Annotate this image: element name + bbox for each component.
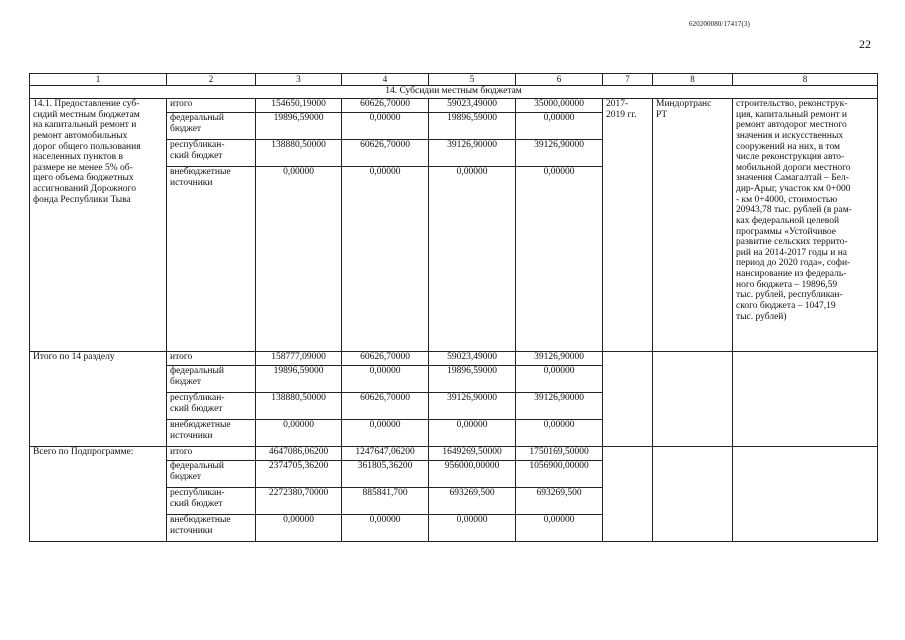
amount-2017: 0,00000 bbox=[342, 366, 429, 393]
amount-2017: 361805,36200 bbox=[342, 461, 429, 488]
empty-cell bbox=[603, 447, 653, 542]
amount-2019: 0,00000 bbox=[516, 366, 603, 393]
amount-2017: 0,00000 bbox=[342, 515, 429, 542]
amount-total: 4647086,06200 bbox=[256, 447, 342, 461]
amount-2017: 0,00000 bbox=[342, 167, 429, 352]
amount-2018: 0,00000 bbox=[429, 515, 516, 542]
column-number: 8 bbox=[733, 74, 878, 86]
funding-source: республикан- ский бюджет bbox=[167, 393, 256, 420]
funding-source: республикан- ский бюджет bbox=[167, 488, 256, 515]
empty-cell bbox=[603, 352, 653, 447]
empty-cell bbox=[733, 447, 878, 542]
amount-2019: 0,00000 bbox=[516, 113, 603, 140]
amount-2017: 60626,70000 bbox=[342, 140, 429, 167]
amount-2019: 39126,90000 bbox=[516, 352, 603, 366]
measure-name: 14.1. Предоставление суб- сидий местным бюджетам на капитальный ремонт и ремонт автомобильных дорог общего пользования населенных пунктов в размере не менее 5% об- щего объема бюджетных ассигнований Дорожного фонда Республики Тыва bbox=[30, 99, 167, 352]
executor: Миндортранс РТ bbox=[653, 99, 733, 352]
budget-table bbox=[29, 73, 878, 542]
amount-2019: 0,00000 bbox=[516, 167, 603, 352]
amount-2019: 39126,90000 bbox=[516, 140, 603, 167]
amount-total: 0,00000 bbox=[256, 420, 342, 447]
implementation-period: 2017- 2019 гг. bbox=[603, 99, 653, 352]
empty-cell bbox=[653, 352, 733, 447]
table-row bbox=[30, 99, 878, 113]
amount-total: 138880,50000 bbox=[256, 393, 342, 420]
column-number: 1 bbox=[30, 74, 167, 86]
amount-2017: 0,00000 bbox=[342, 113, 429, 140]
empty-cell bbox=[653, 447, 733, 542]
funding-source: федеральный бюджет bbox=[167, 113, 256, 140]
document-code: 620200080/17417(3) bbox=[689, 20, 750, 28]
amount-2019: 1750169,50000 bbox=[516, 447, 603, 461]
column-number: 2 bbox=[167, 74, 256, 86]
amount-2018: 693269,500 bbox=[429, 488, 516, 515]
amount-2019: 693269,500 bbox=[516, 488, 603, 515]
amount-2018: 39126,90000 bbox=[429, 393, 516, 420]
amount-2018: 19896,59000 bbox=[429, 113, 516, 140]
section-total-label: Итого по 14 разделу bbox=[30, 352, 167, 447]
funding-source: республикан- ский бюджет bbox=[167, 140, 256, 167]
funding-source: внебюджетные источники bbox=[167, 515, 256, 542]
amount-2019: 39126,90000 bbox=[516, 393, 603, 420]
empty-cell bbox=[733, 352, 878, 447]
column-number: 8 bbox=[653, 74, 733, 86]
amount-total: 0,00000 bbox=[256, 167, 342, 352]
amount-total: 19896,59000 bbox=[256, 366, 342, 393]
amount-2019: 0,00000 bbox=[516, 515, 603, 542]
program-total-label: Всего по Подпрограмме: bbox=[30, 447, 167, 542]
funding-source: федеральный бюджет bbox=[167, 461, 256, 488]
funding-source: внебюджетные источники bbox=[167, 167, 256, 352]
funding-source: итого bbox=[167, 447, 256, 461]
column-number: 4 bbox=[342, 74, 429, 86]
table-row bbox=[30, 447, 878, 461]
amount-2019: 0,00000 bbox=[516, 420, 603, 447]
section-row bbox=[30, 86, 878, 99]
amount-2017: 60626,70000 bbox=[342, 393, 429, 420]
amount-2018: 0,00000 bbox=[429, 167, 516, 352]
funding-source: итого bbox=[167, 352, 256, 366]
amount-2018: 956000,00000 bbox=[429, 461, 516, 488]
amount-2019: 1056900,00000 bbox=[516, 461, 603, 488]
amount-2017: 60626,70000 bbox=[342, 352, 429, 366]
amount-total: 154650,19000 bbox=[256, 99, 342, 113]
amount-2017: 1247647,06200 bbox=[342, 447, 429, 461]
amount-2019: 35000,00000 bbox=[516, 99, 603, 113]
amount-2017: 885841,700 bbox=[342, 488, 429, 515]
amount-total: 158777,09000 bbox=[256, 352, 342, 366]
page-number: 22 bbox=[859, 37, 871, 51]
amount-total: 19896,59000 bbox=[256, 113, 342, 140]
column-number: 6 bbox=[516, 74, 603, 86]
table-row bbox=[30, 352, 878, 366]
amount-2018: 1649269,50000 bbox=[429, 447, 516, 461]
column-number: 3 bbox=[256, 74, 342, 86]
expected-result: строительство, реконструк- ция, капитальный ремонт и ремонт автодорог местного значения и искусственных сооружений на них, в том числе реконструкция авто- мобильной дороги местного значения Самагалтай – Бел- дир-Арыг, участок км 0+000 - км 0+4000, стоимостью 20943,78 тыс. рублей (в рам- ках федеральной целевой программы «Устойчивое развитие сельских террито- рий на 2014-2017 годы и на период до 2020 года», софи- нансирование из федераль- ного бюджета – 19896,59 тыс. рублей, республикан- ского бюджета – 1047,19 тыс. рублей) bbox=[733, 99, 878, 352]
amount-2018: 39126,90000 bbox=[429, 140, 516, 167]
funding-source: федеральный бюджет bbox=[167, 366, 256, 393]
amount-2018: 0,00000 bbox=[429, 420, 516, 447]
amount-total: 2272380,70000 bbox=[256, 488, 342, 515]
amount-total: 138880,50000 bbox=[256, 140, 342, 167]
funding-source: внебюджетные источники bbox=[167, 420, 256, 447]
amount-2018: 59023,49000 bbox=[429, 352, 516, 366]
column-number: 5 bbox=[429, 74, 516, 86]
amount-2017: 60626,70000 bbox=[342, 99, 429, 113]
section-title: 14. Субсидии местным бюджетам bbox=[30, 86, 878, 99]
amount-2018: 19896,59000 bbox=[429, 366, 516, 393]
amount-2018: 59023,49000 bbox=[429, 99, 516, 113]
column-number-row bbox=[30, 74, 878, 86]
amount-2017: 0,00000 bbox=[342, 420, 429, 447]
funding-source: итого bbox=[167, 99, 256, 113]
amount-total: 0,00000 bbox=[256, 515, 342, 542]
amount-total: 2374705,36200 bbox=[256, 461, 342, 488]
column-number: 7 bbox=[603, 74, 653, 86]
